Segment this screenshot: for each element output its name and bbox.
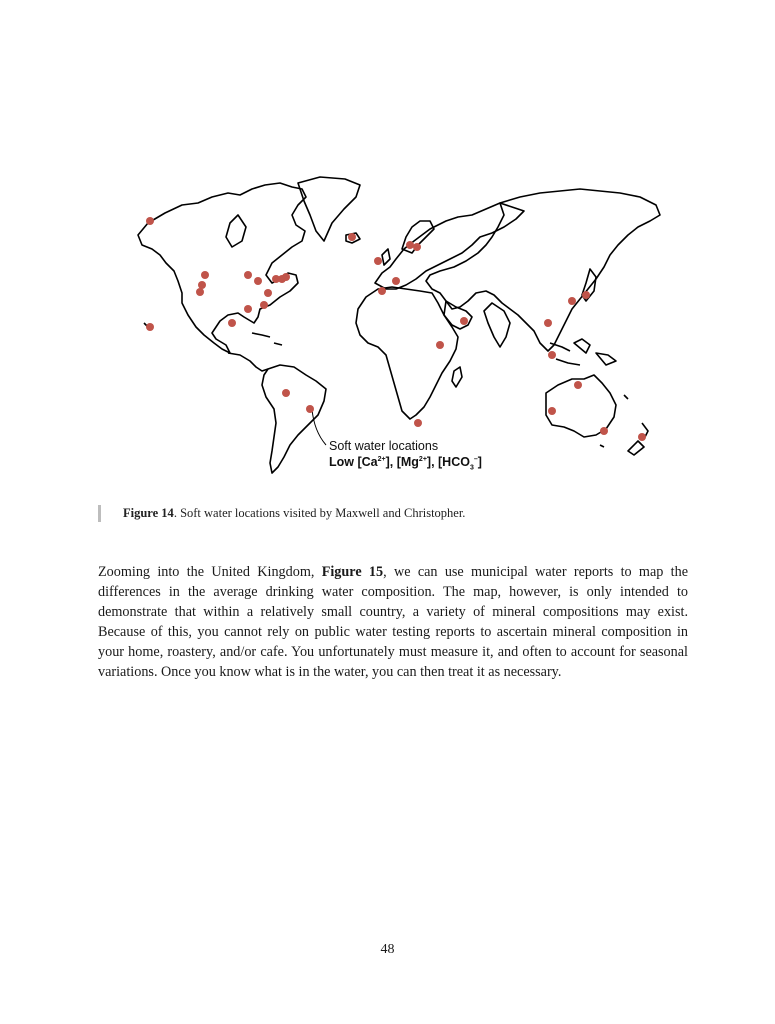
soft-water-location-marker bbox=[198, 281, 206, 289]
map-annotation bbox=[329, 438, 482, 470]
soft-water-location-marker bbox=[414, 419, 422, 427]
body-paragraph bbox=[98, 562, 688, 682]
world-map-figure bbox=[120, 175, 675, 480]
europe-outline bbox=[375, 203, 524, 289]
soft-water-location-marker bbox=[406, 241, 414, 249]
soft-water-location-marker bbox=[413, 243, 421, 251]
annotation-hco3: ], [HCO bbox=[426, 455, 470, 469]
central-america-outline bbox=[228, 353, 268, 371]
annotation-hco3-subscript: 3 bbox=[469, 464, 474, 472]
soft-water-location-marker bbox=[306, 405, 314, 413]
soft-water-location-marker bbox=[146, 323, 154, 331]
soft-water-location-marker bbox=[260, 301, 268, 309]
soft-water-location-marker bbox=[146, 217, 154, 225]
caption-text: . Soft water locations visited by Maxwell and Christopher. bbox=[173, 506, 466, 520]
india-outline bbox=[484, 303, 510, 347]
soft-water-location-marker bbox=[254, 277, 262, 285]
north-america-outline bbox=[138, 183, 306, 353]
figure-15-reference: Figure 15 bbox=[321, 564, 384, 580]
asia-outline bbox=[426, 189, 660, 351]
soft-water-location-marker bbox=[196, 288, 204, 296]
annotation-line-1: Soft water locations bbox=[329, 439, 439, 453]
annotation-close-bracket: ] bbox=[477, 455, 482, 469]
annotation-hco3-charge: – bbox=[473, 455, 478, 463]
soft-water-location-marker bbox=[264, 289, 272, 297]
caption-label: Figure 14 bbox=[123, 506, 174, 520]
annotation-line-2 bbox=[329, 454, 482, 470]
soft-water-location-marker bbox=[548, 407, 556, 415]
soft-water-location-marker bbox=[568, 297, 576, 305]
soft-water-location-marker bbox=[548, 351, 556, 359]
world-map bbox=[120, 175, 675, 480]
africa-outline bbox=[356, 287, 458, 419]
soft-water-location-marker bbox=[374, 257, 382, 265]
soft-water-location-marker bbox=[436, 341, 444, 349]
soft-water-location-marker bbox=[228, 319, 236, 327]
soft-water-location-marker bbox=[282, 389, 290, 397]
soft-water-markers bbox=[146, 217, 646, 441]
figure-caption bbox=[98, 505, 465, 522]
greenland-outline bbox=[298, 177, 360, 241]
uk-outline bbox=[382, 249, 390, 265]
annotation-mg: ], [Mg bbox=[385, 455, 419, 469]
soft-water-location-marker bbox=[378, 287, 386, 295]
soft-water-location-marker bbox=[582, 291, 590, 299]
south-america-outline bbox=[262, 365, 326, 473]
soft-water-location-marker bbox=[600, 427, 608, 435]
soft-water-location-marker bbox=[544, 319, 552, 327]
madagascar-outline bbox=[452, 367, 462, 387]
hudson-bay-outline bbox=[226, 215, 246, 247]
soft-water-location-marker bbox=[460, 317, 468, 325]
soft-water-location-marker bbox=[348, 233, 356, 241]
soft-water-location-marker bbox=[392, 277, 400, 285]
paragraph-text-rest: , we can use municipal water reports to map the differences in the average drinking water composition. The map, however, is only intended to demonstrate that within a relatively small country, a variety of mineral compositions may exist. Because of this, you cannot rely on public water testing reports to ascertain mineral composition in your home, roastery, and/or cafe. You unfortunately must measure it, and often to account for seasonal variations. Once you know what is in the water, you can then treat it as necessary. bbox=[98, 564, 688, 680]
soft-water-location-marker bbox=[574, 381, 582, 389]
soft-water-location-marker bbox=[201, 271, 209, 279]
page-number: 48 bbox=[380, 942, 395, 957]
continent-outlines bbox=[138, 177, 660, 473]
se-asia-islands-outline bbox=[550, 339, 616, 365]
annotation-ca-charge: 2+ bbox=[377, 455, 386, 463]
annotation-mg-charge: 2+ bbox=[418, 455, 427, 463]
paragraph-text-start: Zooming into the United Kingdom, bbox=[98, 564, 322, 580]
soft-water-location-marker bbox=[244, 305, 252, 313]
annotation-ca: Low [Ca bbox=[329, 455, 378, 469]
soft-water-location-marker bbox=[282, 273, 290, 281]
soft-water-location-marker bbox=[244, 271, 252, 279]
caribbean-outline bbox=[252, 333, 282, 345]
soft-water-location-marker bbox=[638, 433, 646, 441]
